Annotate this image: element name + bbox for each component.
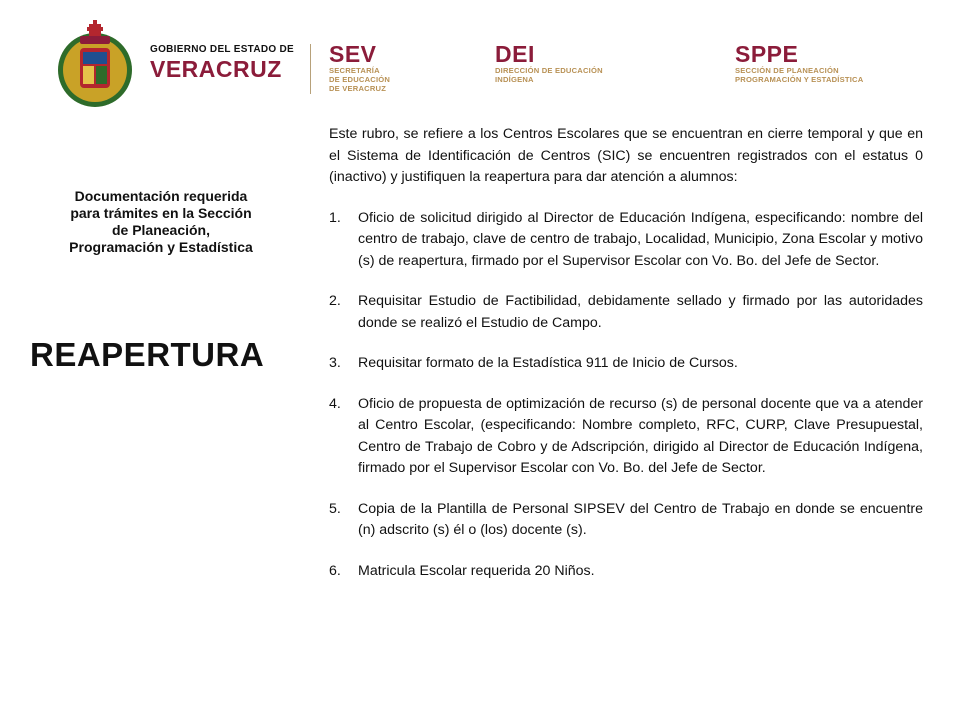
item-number: 1. xyxy=(329,209,341,226)
intro-paragraph: Este rubro, se refiere a los Centros Escolares que se encuentran en cierre temporal y que en el Sistema de Identificación de Centros (SIC) se encuentren registrados con el estatus 0 (inactivo) y justifiquen la reapertura para dar atención a alumnos: xyxy=(329,126,923,185)
item-text: Matricula Escolar requerida 20 Niños. xyxy=(358,562,595,579)
list-item xyxy=(329,291,923,334)
government-label: GOBIERNO DEL ESTADO DE xyxy=(150,44,295,55)
sev-logo xyxy=(329,42,390,93)
item-number: 4. xyxy=(329,395,341,412)
sppe-subtitle-line: SECCIÓN DE PLANEACIÓN xyxy=(735,66,839,75)
item-number: 3. xyxy=(329,355,341,371)
requirements-body xyxy=(329,124,923,601)
document-title-line: para trámites en la Sección xyxy=(70,205,252,221)
item-text: Oficio de propuesta de optimización de recurso (s) de personal docente que va a atender al Centro Escolar, (especificando: Nombre completo, RFC, CURP, Clave Presupuestal, Centro de Trabajo de Cobro y de Adscripción, dirigido al Director de Educación Indígena, firmado por el Supervisor Escolar con Vo. Bo. del Jefe de Sector. xyxy=(358,395,923,476)
item-text: Oficio de solicitud dirigido al Director de Educación Indígena, especificando: nombre del centro de trabajo, clave de centro de trabajo, Localidad, Municipio, Zona Escolar y motivo (s) de reapertura, firmado por el Supervisor Escolar con Vo. Bo. del Jefe de Sector. xyxy=(358,209,923,269)
section-heading: REAPERTURA xyxy=(30,336,265,373)
item-number: 6. xyxy=(329,562,341,579)
document-title xyxy=(30,188,292,256)
sppe-subtitle-line: PROGRAMACIÓN Y ESTADÍSTICA xyxy=(735,75,864,84)
list-item xyxy=(329,353,923,375)
item-text: Requisitar Estudio de Factibilidad, debidamente sellado y firmado por las autoridades donde se realizó el Estudio de Campo. xyxy=(358,293,923,331)
header xyxy=(0,0,960,120)
list-item xyxy=(329,208,923,273)
list-item xyxy=(329,499,923,542)
sppe-logo xyxy=(735,42,863,84)
dei-acronym: DEI xyxy=(495,41,535,67)
document-title-line: Documentación requerida xyxy=(74,188,248,204)
item-text: Copia de la Plantilla de Personal SIPSEV del Centro de Trabajo en donde se encuentre (n) adscrito (s) él o (los) docente (s). xyxy=(358,500,923,538)
item-number: 5. xyxy=(329,500,341,517)
sev-subtitle-line: SECRETARÍA xyxy=(329,66,380,75)
state-name: VERACRUZ xyxy=(150,56,282,82)
list-item xyxy=(329,394,923,480)
government-wordmark xyxy=(150,44,294,83)
sev-acronym: SEV xyxy=(329,41,377,67)
document-title-line: de Planeación, xyxy=(111,222,211,238)
sppe-acronym: SPPE xyxy=(735,41,799,67)
requirements-list xyxy=(329,208,923,583)
sev-subtitle-line: DE VERACRUZ xyxy=(329,84,387,93)
sev-subtitle-line: DE EDUCACIÓN xyxy=(329,75,391,84)
header-divider xyxy=(310,44,311,94)
item-number: 2. xyxy=(329,293,341,309)
document-title-line: Programación y Estadística xyxy=(69,239,253,255)
list-item xyxy=(329,561,923,583)
dei-subtitle-line: DIRECCIÓN DE EDUCACIÓN xyxy=(495,66,603,75)
veracruz-coat-of-arms-logo xyxy=(56,18,134,112)
dei-logo xyxy=(495,42,603,84)
dei-subtitle-line: INDÍGENA xyxy=(495,75,534,84)
item-text: Requisitar formato de la Estadística 911 de Inicio de Cursos. xyxy=(358,355,738,371)
